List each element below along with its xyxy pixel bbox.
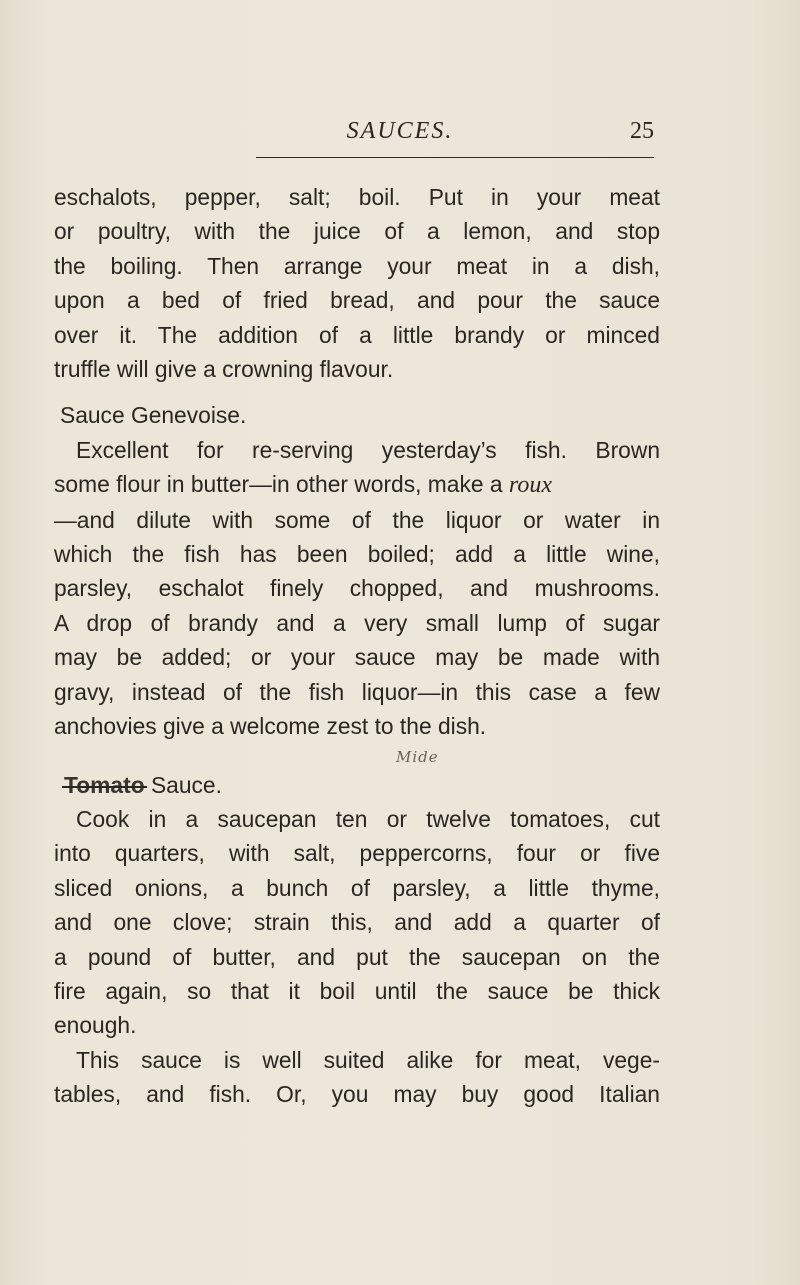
text-line: Excellent for re-serving yesterday’s fish. Brown — [76, 436, 660, 463]
text-line: anchovies give a welcome zest to the dish. — [54, 713, 487, 740]
text-fragment: some flour in butter—in other words, make a — [54, 471, 509, 498]
header-rule — [256, 157, 654, 158]
text-line: enough. — [54, 1012, 137, 1039]
text-line: Cook in a saucepan ten or twelve tomatoes, cut — [76, 805, 660, 832]
roux-word: roux — [508, 472, 552, 499]
text-line: may be added; or your sauce may be made with — [54, 644, 660, 671]
text-line: fire again, so that it boil until the sauce be thick — [54, 977, 660, 1004]
text-line: the boiling. Then arrange your meat in a dish, — [54, 252, 660, 279]
struck-through-word: Tomato — [64, 768, 145, 802]
text-line: tables, and fish. Or, you may buy good Italian — [54, 1081, 660, 1108]
text-line-with-roux — [54, 467, 660, 502]
text-line: upon a bed of fried bread, and pour the sauce — [54, 287, 660, 314]
text-line: A drop of brandy and a very small lump of sugar — [54, 609, 660, 636]
text-line: into quarters, with salt, peppercorns, four or five — [54, 840, 660, 867]
handwritten-annotation-row — [54, 746, 660, 768]
text-line: —and dilute with some of the liquor or water in — [54, 506, 660, 533]
text-line: or poultry, with the juice of a lemon, and stop — [54, 218, 660, 245]
handwritten-annotation: Mide — [396, 747, 439, 766]
text-line: sliced onions, a bunch of parsley, a little thyme, — [54, 874, 660, 901]
body-text — [54, 180, 660, 1112]
running-head — [0, 118, 800, 158]
text-line: This sauce is well suited alike for meat, vege- — [76, 1046, 660, 1073]
text-line: parsley, eschalot finely chopped, and mushrooms. — [54, 575, 660, 602]
heading-text: Sauce. — [144, 771, 222, 798]
text-line: truffle will give a crowning flavour. — [54, 356, 394, 383]
text-line: gravy, instead of the fish liquor—in this case a few — [54, 678, 660, 705]
heading-sauce-genevoise: Sauce Genevoise. — [60, 402, 247, 429]
text-line: which the fish has been boiled; add a little wine, — [54, 541, 660, 568]
text-line: and one clove; strain this, and add a quarter of — [54, 909, 660, 936]
paragraph-italian — [54, 1043, 660, 1112]
paragraph-meat-sauce — [54, 180, 660, 386]
text-line: a pound of butter, and put the saucepan on the — [54, 943, 660, 970]
paragraph-tomato — [54, 802, 660, 1043]
heading-tomato-sauce — [54, 768, 660, 802]
page-number: 25 — [630, 118, 654, 144]
text-line: over it. The addition of a little brandy or minced — [54, 321, 660, 348]
running-title: SAUCES. — [346, 118, 454, 144]
paragraph-genevoise — [54, 433, 660, 744]
text-line: eschalots, pepper, salt; boil. Put in your meat — [54, 184, 660, 210]
